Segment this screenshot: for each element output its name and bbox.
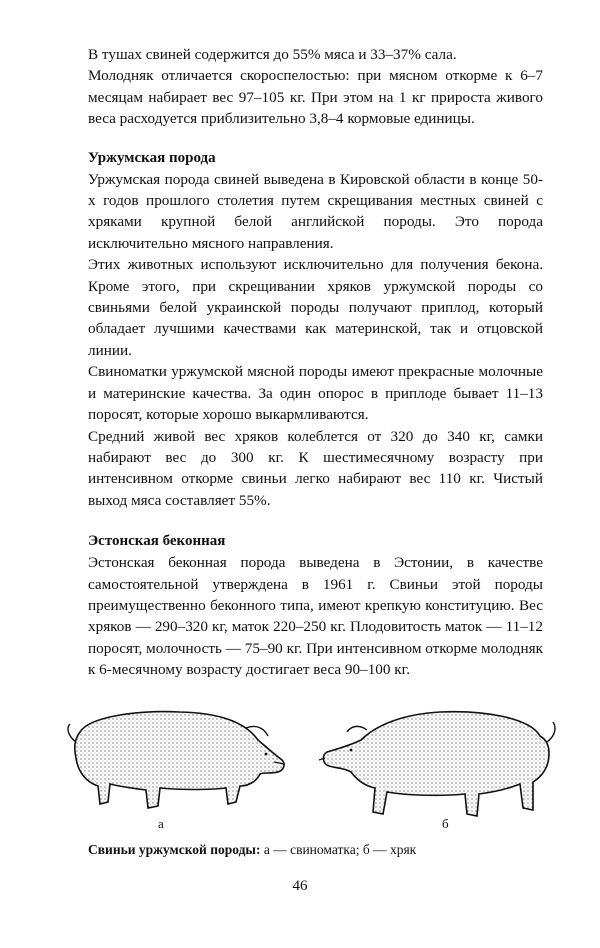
page-number: 46 xyxy=(292,878,308,894)
intro-paragraph-1: В тушах свиней содержится до 55% мяса и 33–37% сала. xyxy=(88,46,457,63)
section1-paragraph-2: Этих животных используют исключительно для получения бекона. Кроме этого, при скрещивании хряков уржумской породы со свиньями белой украинской породы получают приплод, который обладает лучшими качествами как материнской, так и отцовской линии. xyxy=(88,256,543,359)
page-text xyxy=(88,44,543,681)
figure-label-a: а xyxy=(158,816,164,831)
intro-paragraph-2: Молодняк отличается скороспелостью: при мясном откорме к 6–7 месяцам набирает вес 97–105 кг. При этом на 1 кг прироста живого веса расходуется приблизительно 3,8–4 кормовые единицы. xyxy=(88,67,543,128)
section1-paragraph-1: Уржумская порода свиней выведена в Кировской области в конце 50-х годов прошлого столетия путем скрещивания местных свиней с хряками крупной белой английской породы. Это порода исключительно мясного направления. xyxy=(88,170,543,252)
boar-illustration xyxy=(315,702,560,828)
section-heading-estonian: Эстонская беконная xyxy=(88,533,226,550)
figure-caption xyxy=(88,842,416,858)
section-heading-urzhum: Уржумская порода xyxy=(88,149,216,166)
figure-label-b: б xyxy=(442,816,449,831)
section2-paragraph-1: Эстонская беконная порода выведена в Эстонии, в качестве самостоятельной утверждена в 1961 г. Свиньи этой породы преимущественно беконного типа, имеют крепкую конституцию. Вес хряков — 290–320 кг, маток 220–250 кг. Плодовитость маток — 11–12 поросят, молочность — 75–90 кг. При интенсивном откорме молодняк к 6-месячному возрасту достигает веса 90–100 кг. xyxy=(88,554,543,679)
section1-paragraph-4: Средний живой вес хряков колеблется от 320 до 340 кг, самки набирают вес до 300 кг. К шестимесячному возрасту при интенсивном откорме свиньи легко набирают вес 110 кг. Чистый выход мяса составляет 55%. xyxy=(88,427,543,509)
section1-paragraph-3: Свиноматки уржумской мясной породы имеют прекрасные молочные и материнские качества. За один опорос в приплоде бывает 11–13 поросят, которые хорошо выкармливаются. xyxy=(88,363,543,424)
caption-bold: Свиньи уржумской породы: xyxy=(88,842,261,857)
caption-rest: а — свиноматка; б — хряк xyxy=(260,842,417,857)
pig-illustration xyxy=(60,702,560,842)
sow-illustration xyxy=(60,702,292,814)
